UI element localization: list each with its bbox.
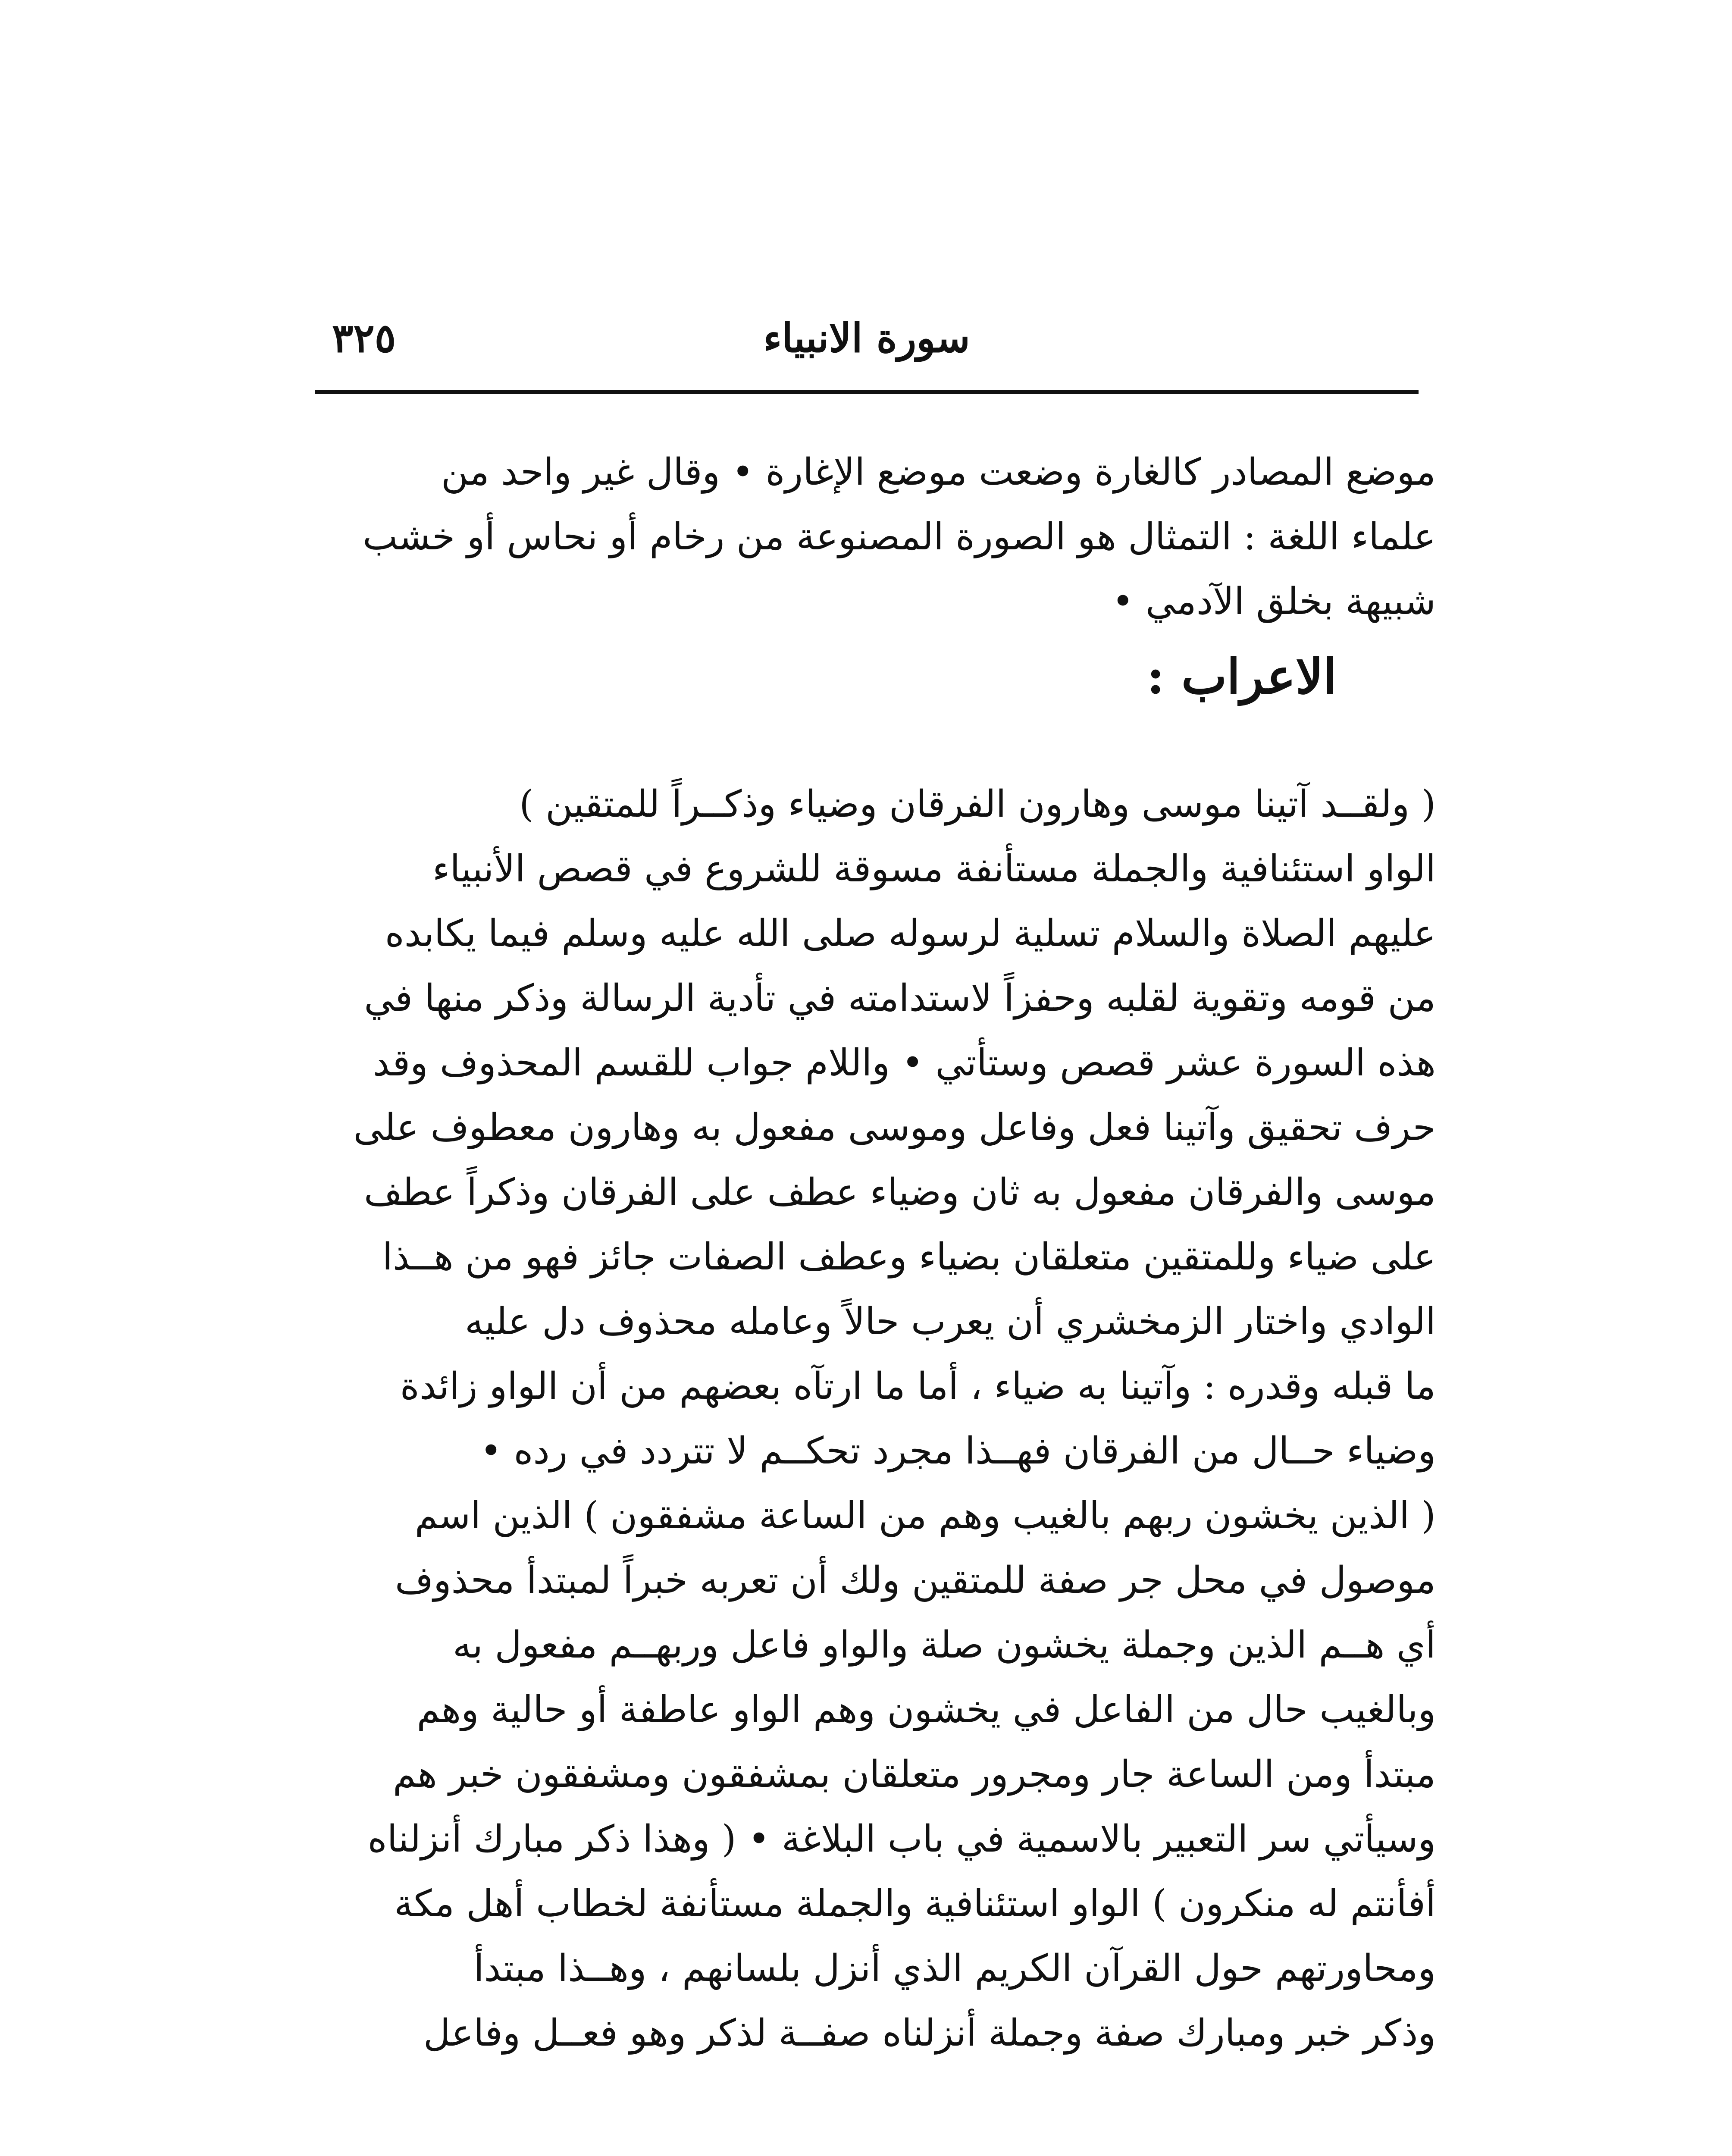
text-line: ( ولقــد آتينا موسى وهارون الفرقان وضياء وذكــراً للمتقين ) <box>519 783 1436 826</box>
text-line: علماء اللغة : التمثال هو الصورة المصنوعة من رخام أو نحاس أو خشب <box>363 515 1436 558</box>
text-line: ومحاورتهم حول القرآن الكريم الذي أنزل بلسانهم ، وهــذا مبتدأ <box>473 1947 1436 1990</box>
text-line: الوادي واختار الزمخشري أن يعرب حالاً وعامله محذوف دل عليه <box>465 1300 1436 1343</box>
spacer <box>287 720 1436 772</box>
running-head <box>315 310 1419 379</box>
text-line: وضياء حــال من الفرقان فهــذا مجرد تحكــم لا تتردد في رده • <box>480 1429 1436 1473</box>
text-line: شبيهة بخلق الآدمي • <box>1112 580 1436 623</box>
text-line: عليهم الصلاة والسلام تسلية لرسوله صلى الله عليه وسلم فيما يكابده <box>385 912 1436 955</box>
text-line: الواو استئنافية والجملة مستأنفة مسوقة للشروع في قصص الأنبياء <box>432 847 1436 890</box>
body-text <box>287 440 1436 2065</box>
text-line: وسيأتي سر التعبير بالاسمية في باب البلاغة • ( وهذا ذكر مبارك أنزلناه <box>367 1818 1436 1861</box>
text-line: أفأنتم له منكرون ) الواو استئنافية والجملة مستأنفة لخطاب أهل مكة <box>394 1882 1436 1925</box>
text-line: وبالغيب حال من الفاعل في يخشون وهم الواو عاطفة أو حالية وهم <box>417 1688 1436 1731</box>
text-line: موصول في محل جر صفة للمتقين ولك أن تعربه خبراً لمبتدأ محذوف <box>395 1559 1436 1602</box>
text-line: موضع المصادر كالغارة وضعت موضع الإغارة • وقال غير واحد من <box>441 451 1436 494</box>
text-line: ما قبله وقدره : وآتينا به ضياء ، أما ما ارتآه بعضهم من أن الواو زائدة <box>400 1365 1436 1408</box>
text-line: على ضياء وللمتقين متعلقان بضياء وعطف الصفات جائز فهو من هــذا <box>382 1235 1436 1279</box>
text-line: مبتدأ ومن الساعة جار ومجرور متعلقان بمشفقون ومشفقون خبر هم <box>393 1753 1436 1796</box>
text-line: وذكر خبر ومبارك صفة وجملة أنزلناه صفــة لذكر وهو فعــل وفاعل <box>423 2012 1436 2055</box>
text-line: من قومه وتقوية لقلبه وحفزاً لاستدامته في تأدية الرسالة وذكر منها في <box>364 977 1436 1020</box>
text-line: موسى والفرقان مفعول به ثان وضياء عطف على الفرقان وذكراً عطف <box>364 1171 1436 1214</box>
text-line: أي هــم الذين وجملة يخشون صلة والواو فاعل وربهــم مفعول به <box>452 1623 1436 1667</box>
header-divider <box>315 390 1419 394</box>
text-line: حرف تحقيق وآتينا فعل وفاعل وموسى مفعول به وهارون معطوف على <box>353 1106 1436 1149</box>
page-title: سورة الانبياء <box>763 315 970 361</box>
text-line: هذه السورة عشر قصص وستأتي • واللام جواب للقسم المحذوف وقد <box>373 1041 1436 1084</box>
section-heading: الاعراب : <box>1146 649 1337 705</box>
text-line: ( الذين يخشون ربهم بالغيب وهم من الساعة مشفقون ) الذين اسم <box>414 1494 1436 1537</box>
page-number: ٣٢٥ <box>332 315 396 361</box>
